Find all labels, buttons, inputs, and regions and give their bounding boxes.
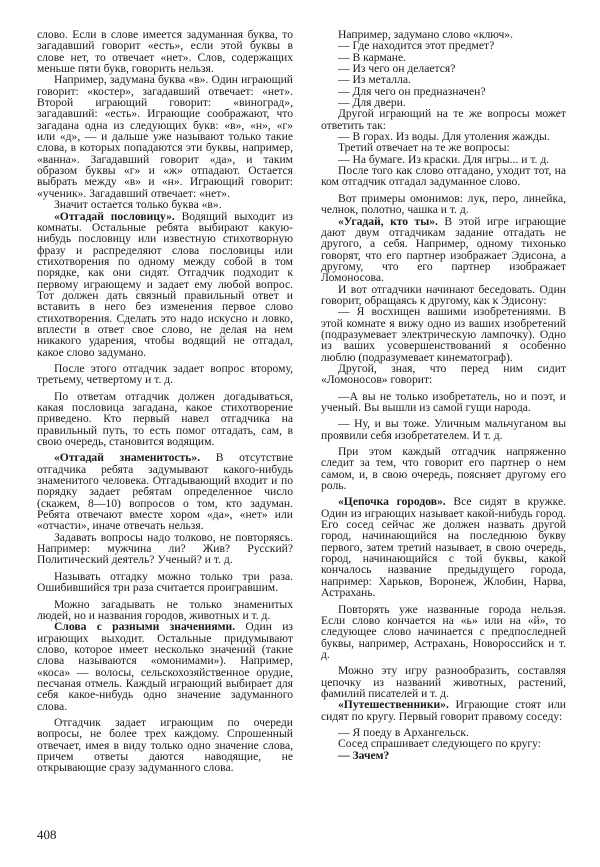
paragraph xyxy=(321,165,566,188)
paragraph-text: Все сидят в кружке. Один из играющих называет какой-нибудь город. Его сосед сейчас же должен назвать другой город, начинающийся на последнюю букву первого, затем третий называет, в свою очередь, город, начинающийся с той буквы, какой кончалось название предыдущего города, например: Харьков, Воронеж, Жлобин, Нарва, Астрахань. xyxy=(321,495,566,600)
paragraph-text: И вот отгадчики начинают беседовать. Один говорит, обращаясь к другому, как к Эдисону: xyxy=(321,282,566,307)
paragraph-text: — На бумаге. Из краски. Для игры... и т. д. xyxy=(338,152,550,166)
paragraph-text: — Из чего он делается? xyxy=(338,62,456,76)
page-number: 408 xyxy=(37,827,57,842)
paragraph xyxy=(37,211,293,358)
paragraph-text: Играющие стоят или сидят по кругу. Первый говорит правому соседу: xyxy=(321,698,566,723)
paragraph-text: При этом каждый отгадчик напряженно следит за тем, что говорит его партнер о нем самом, и, в свою очередь, поясняет другому его роль. xyxy=(321,445,566,493)
paragraph-text: — Я поеду в Архангельск. xyxy=(338,725,469,739)
paragraph xyxy=(37,363,293,386)
paragraph xyxy=(37,599,293,622)
paragraph-text: — Где находится этот предмет? xyxy=(338,39,495,53)
paragraph-text: Значит остается только буква «в». xyxy=(54,198,222,212)
paragraph xyxy=(37,717,293,774)
paragraph-text: — Из металла. xyxy=(338,73,411,87)
game-title: «Угадай, кто ты». xyxy=(338,214,438,228)
paragraph-text: После того как слово отгадано, уходит тот, на ком отгадчик отгадал задуманное слово. xyxy=(321,164,566,189)
paragraph-text: Третий отвечает на те же вопросы: xyxy=(338,141,510,155)
paragraph xyxy=(37,74,293,199)
paragraph xyxy=(321,306,566,363)
paragraph-text: Вот примеры омонимов: лук, перо, линейка, челнок, полотно, чашка и т. д. xyxy=(321,191,566,217)
game-title: Слова с разными значениями. xyxy=(54,620,236,634)
paragraph-text: По ответам отгадчик должен догадываться, какая пословица загадана, какое стихотворение приведено. Кто первый навел отгадчика на правильный путь, то есть помог отгадать, сам, в свою очередь, становится водящим. xyxy=(37,389,293,449)
paragraph-text: Например, задумана буква «в». Один играющий говорит: «костер», загадавший отвечает: «нет». Второй играющий говорит: «виноград», загадавший: «есть». Играющие соображают, что загадана одна из следующих букв: «в», «н», «г» или «д», — и дальше уже называют только такие слова, в которых попадаются эти буквы, например, «ванна». Загадавший говорит «да», и таким образом буквы «г» и «ж» отпадают. Остается выбрать между «в» и «н». Играющий говорит: «ученик». Загадавший отвечает: «нет». xyxy=(37,73,293,200)
paragraph-text: Например, задумано слово «ключ». xyxy=(338,28,513,41)
paragraph-text: — В горах. Из воды. Для утоления жажды. xyxy=(338,130,550,144)
paragraph-text: — Я восхищен вашими изобретениями. В этой комнате я вижу одно из ваших изобретений (подразумевает электрическую лампочку). Одно из ваших усовершенствований я особенно люблю (подразумевает кинематограф). xyxy=(321,305,566,364)
paragraph-text: Отгадчик задает играющим по очереди вопросы, не более трех каждому. Спрошенный отвечает, имея в виду только одно значение слова, причем ответы даются наводящие, не открывающие сразу задуманного слова. xyxy=(37,715,293,775)
paragraph-text: Другой играющий на те же вопросы может ответить так: xyxy=(321,107,566,132)
game-title: «Цепочка городов». xyxy=(338,495,446,509)
paragraph-text: — Для чего он предназначен? xyxy=(338,84,486,98)
paragraph xyxy=(321,363,566,386)
paragraph xyxy=(321,216,566,284)
paragraph xyxy=(321,665,566,699)
paragraph xyxy=(321,446,566,491)
paragraph xyxy=(321,391,566,414)
paragraph-text: После этого отгадчик задает вопрос второму, третьему, четвертому и т. д. xyxy=(37,361,293,387)
left-text-column xyxy=(37,29,293,774)
paragraph-text: Водящий выходит из комнаты. Остальные ребята выбирают какую-нибудь пословицу или известную стихотворную фразу и распределяют слова пословицы или стихотворения по одному между собой в том порядке, как они сидят. Отгадчик подходит к первому играющему и задает ему любой вопрос. Тот должен дать связный правильный ответ и вставить в него без изменения первое слово стихотворения. Сделать это надо искусно и ловко, вплести в ответ свое слово, не делая на нем никакого ударения, чтобы водящий не отгадал, какое слово задумано. xyxy=(37,209,293,359)
paragraph-text: —А вы не только изобретатель, но и поэт, и ученый. Вы вышли из самой гущи народа. xyxy=(321,389,566,414)
paragraph-text: — Для двери. xyxy=(338,96,406,110)
paragraph xyxy=(321,284,566,307)
paragraph xyxy=(321,108,566,131)
paragraph-text: Можно загадывать не только знаменитых людей, но и названия городов, животных и т. д. xyxy=(37,597,293,622)
game-title: «Путешественники». xyxy=(338,698,449,712)
paragraph-text: Можно эту игру разнообразить, составляя цепочку из названий животных, растений, фамилий писателей и т. д. xyxy=(321,664,566,700)
game-title: «Отгадай пословицу». xyxy=(54,209,175,223)
paragraph-text: — Ну, и вы тоже. Уличным мальчуганом вы проявили себя изобретателем. И т. д. xyxy=(321,417,566,442)
paragraph-text: Называть отгадку можно только три раза. Ошибившийся три раза считается проигравшим. xyxy=(37,569,293,595)
paragraph-text: Один из играющих выходит. Остальные придумывают слово, которое имеет несколько значений (такие слова называются «омонимами»). Например, «коса» — волосы, сельскохозяйственное орудие, песчаная отмель. Каждый играющий выбирает для себя какое-нибудь одно значение задуманного слова. xyxy=(37,620,294,713)
paragraph-text: Другой, зная, что перед ним сидит «Ломоносов» говорит: xyxy=(321,361,566,387)
game-title: «Отгадай знаменитость». xyxy=(54,451,201,465)
paragraph-text: В этой игре играющие дают двум отгадчикам задание отгадать не другого, а себя. Например, одному тихонько говорят, что его партнер изображает Эдисона, а другому, что его партнер изображает Ломоносова. xyxy=(321,214,566,285)
paragraph-text: Задавать вопросы надо толково, не повторяясь. Например: мужчина ли? Жив? Русский? Политический деятель? Ученый? и т. д. xyxy=(37,530,293,567)
right-text-column xyxy=(321,29,566,761)
paragraph xyxy=(37,571,293,594)
paragraph-text: — В кармане. xyxy=(338,50,406,64)
paragraph xyxy=(37,29,293,74)
paragraph xyxy=(37,391,293,448)
paragraph xyxy=(321,699,566,722)
paragraph xyxy=(321,750,566,761)
paragraph xyxy=(37,452,293,531)
paragraph-text: — Зачем? xyxy=(338,748,390,762)
paragraph-text: В отсутствие отгадчика ребята задумывают какого-нибудь знаменитого человека. Отгадывающий входит и по порядку задает ребятам определенное число (скажем, 8—10) вопросов о том, кто задуман. Ребята отвечают вместе хором «да», «нет» или «отчасти», иначе отвечать нельзя. xyxy=(37,451,294,533)
paragraph-text: Повторять уже названные города нельзя. Если слово кончается на «ь» или на «й», то следующее слово начинается с предпоследней буквы, например, Астрахань, Новороссийск и т. д. xyxy=(321,602,566,661)
paragraph xyxy=(321,496,566,598)
paragraph xyxy=(321,193,566,216)
paragraph xyxy=(37,621,293,712)
paragraph xyxy=(321,418,566,441)
paragraph xyxy=(321,604,566,661)
paragraph-text: Сосед спрашивает следующего по кругу: xyxy=(338,737,542,751)
paragraph-text: слово. Если в слове имеется задуманная буква, то загадавший говорит «есть», если этой буквы в слове нет, то отвечает «нет». Слов, содержащих меньше пяти букв, говорить нельзя. xyxy=(37,28,293,76)
paragraph xyxy=(37,532,293,566)
